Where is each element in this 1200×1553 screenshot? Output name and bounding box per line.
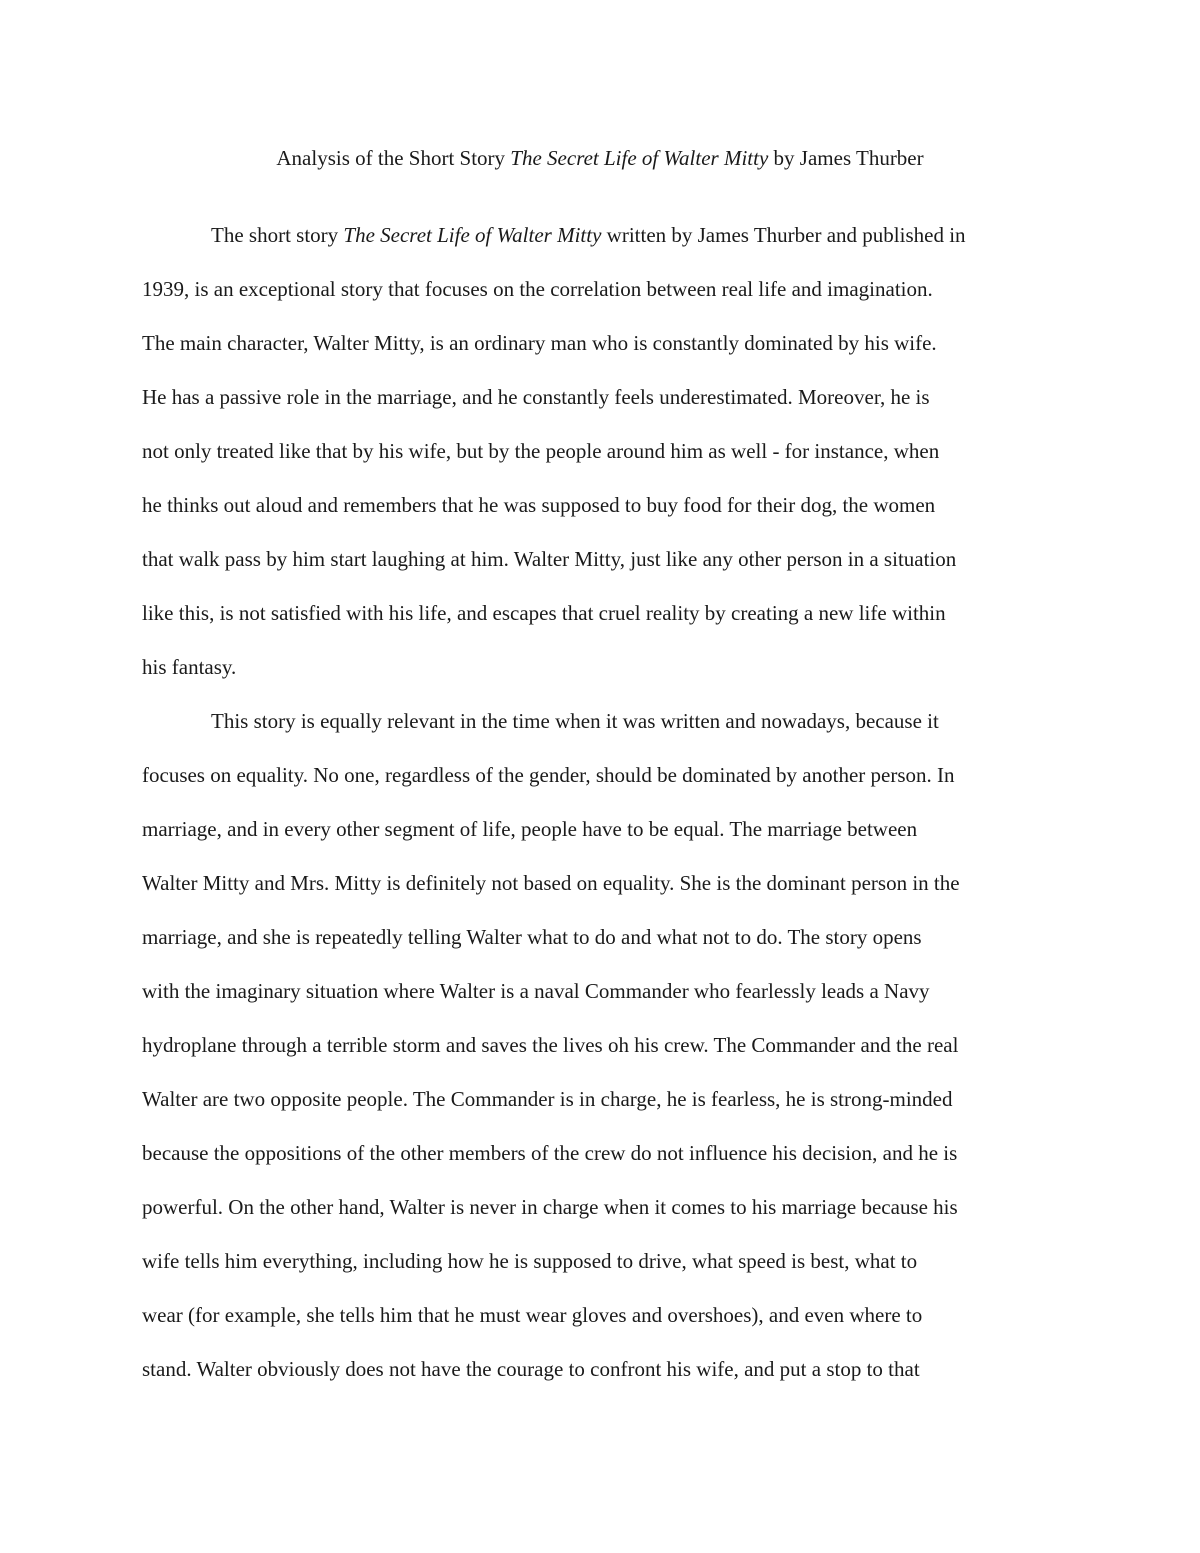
paragraph-2-line: Walter Mitty and Mrs. Mitty is definitely not based on equality. She is the dominant person in the <box>142 871 960 895</box>
paragraph-1-line-1 <box>142 208 1062 262</box>
p1-line1-suffix: written by James Thurber and published in <box>601 223 966 247</box>
paragraph-2-line: with the imaginary situation where Walter is a naval Commander who fearlessly leads a Navy <box>142 979 930 1003</box>
document-title <box>0 140 1200 176</box>
paragraph-1-line: he thinks out aloud and remembers that he was supposed to buy food for their dog, the women <box>142 493 936 517</box>
p1-line1-title: The Secret Life of Walter Mitty <box>343 223 602 247</box>
paragraph-1-line: that walk pass by him start laughing at him. Walter Mitty, just like any other person in a situation <box>142 547 957 571</box>
paragraph-2-line: Walter are two opposite people. The Commander is in charge, he is fearless, he is strong-minded <box>142 1087 953 1111</box>
paragraph-2-line: This story is equally relevant in the time when it was written and nowadays, because it <box>211 709 939 733</box>
title-suffix: by James Thurber <box>768 146 924 170</box>
paragraph-2-line: marriage, and in every other segment of life, people have to be equal. The marriage between <box>142 817 918 841</box>
paragraph-2-line: powerful. On the other hand, Walter is never in charge when it comes to his marriage because his <box>142 1195 958 1219</box>
title-prefix: Analysis of the Short Story <box>276 146 511 170</box>
paragraph-2-line: hydroplane through a terrible storm and saves the lives oh his crew. The Commander and the real <box>142 1033 959 1057</box>
paragraph-2-line: marriage, and she is repeatedly telling Walter what to do and what not to do. The story opens <box>142 925 922 949</box>
paragraph-2-line: because the oppositions of the other members of the crew do not influence his decision, and he is <box>142 1141 958 1165</box>
p1-line1-prefix: The short story <box>211 223 344 247</box>
paragraph-1-line: The main character, Walter Mitty, is an ordinary man who is constantly dominated by his wife. <box>142 331 937 355</box>
paragraph-1-line: like this, is not satisfied with his life, and escapes that cruel reality by creating a new life within <box>142 601 946 625</box>
paragraph-1-line: He has a passive role in the marriage, and he constantly feels underestimated. Moreover, he is <box>142 385 930 409</box>
paragraph-2-line: focuses on equality. No one, regardless of the gender, should be dominated by another person. In <box>142 763 955 787</box>
paragraph-1-line: not only treated like that by his wife, but by the people around him as well - for instance, when <box>142 439 940 463</box>
document-body <box>142 208 1062 1396</box>
paragraph-2-line: stand. Walter obviously does not have the courage to confront his wife, and put a stop to that <box>142 1357 920 1381</box>
paragraph-1-line: his fantasy. <box>142 655 237 679</box>
paragraph-2-line: wife tells him everything, including how he is supposed to drive, what speed is best, what to <box>142 1249 918 1273</box>
paragraph-2-line: wear (for example, she tells him that he must wear gloves and overshoes), and even where to <box>142 1303 923 1327</box>
title-work-title: The Secret Life of Walter Mitty <box>510 146 769 170</box>
paragraph-1-line: 1939, is an exceptional story that focuses on the correlation between real life and imagination. <box>142 277 933 301</box>
